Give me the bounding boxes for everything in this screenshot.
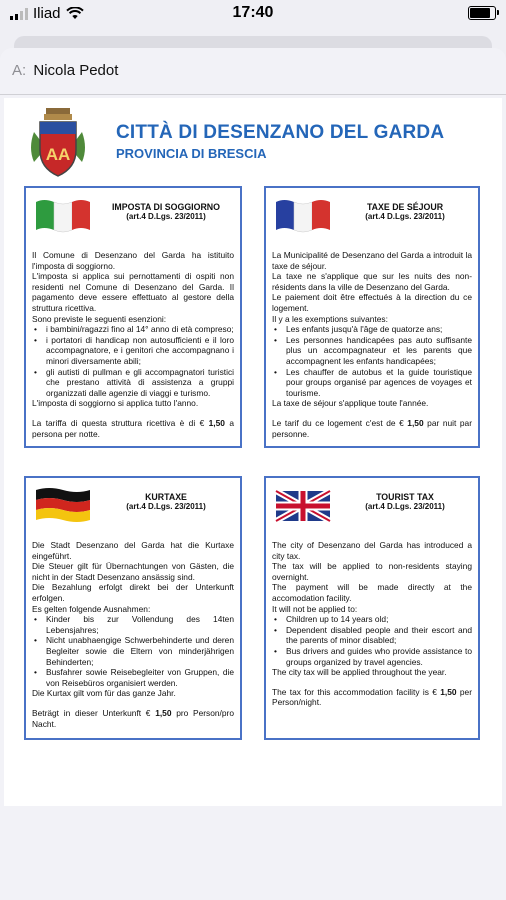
- italy-flag-icon: [34, 196, 92, 234]
- paragraph: The tax will be applied to non-residents staying overnight.: [272, 561, 472, 582]
- box-body: [32, 540, 234, 729]
- tariff-line: [32, 418, 234, 439]
- svg-text:AA: AA: [45, 145, 71, 164]
- box-body: [272, 540, 472, 708]
- to-label: A:: [12, 62, 27, 79]
- box-tourist-tax: [264, 476, 480, 740]
- divider: [0, 94, 506, 95]
- paragraph: Die Bezahlung erfolgt direkt bei der Unterkunft erfolgen.: [32, 582, 234, 603]
- tariff-value: 1,50: [407, 417, 424, 428]
- paragraph: La taxe de séjour s'applique toute l'année.: [272, 398, 429, 409]
- paragraph: Es gelten folgende Ausnahmen:: [32, 603, 151, 614]
- battery-icon: [468, 6, 496, 20]
- list-item: • i portatori di handicap non autosufficienti e il loro accompagnatore, e i genitori che accompagnano i minori diversamente abili;: [46, 335, 234, 367]
- box-title: IMPOSTA DI SOGGIORNO: [111, 202, 220, 212]
- list-item: • Les enfants jusqu'à l'âge de quatorze ans;: [286, 324, 472, 335]
- germany-flag-icon: [34, 486, 92, 524]
- box-title: KURTAXE: [145, 492, 187, 502]
- exemption-list: [272, 614, 472, 667]
- paragraph: L'imposta di soggiorno si applica tutto l'anno.: [32, 398, 199, 409]
- tariff-text: Le tarif du ce logement c'est de €: [272, 417, 408, 428]
- list-item: • Bus drivers and guides who provide assistance to groups organized by travel agencies.: [286, 646, 472, 667]
- tariff-text: Beträgt in dieser Unterkunft €: [32, 707, 156, 718]
- tariff-value: 1,50: [208, 417, 225, 428]
- list-item: • gli autisti di pullman e gli accompagnatori turistici che prestano attività di assistenza a gruppi organizzati dalle agenzie di viaggi e turismo.: [46, 367, 234, 399]
- list-item: • Busfahrer sowie Reisebegleiter von Gruppen, die von Reisebüros organisiert werden.: [46, 667, 234, 688]
- paragraph: La Municipalité de Desenzano del Garda a introduit la taxe de séjour.: [272, 250, 472, 271]
- paragraph: The payment will be made directly at the accomodation facility.: [272, 582, 472, 603]
- box-imposta-di-soggiorno: [24, 186, 242, 448]
- box-title: TOURIST TAX: [376, 492, 434, 502]
- box-law: (art.4 D.Lgs. 23/2011): [126, 212, 206, 221]
- tariff-line: [272, 418, 472, 439]
- list-item: • Dependent disabled people and their escort and the parents of minor disabled;: [286, 625, 472, 646]
- paragraph: Il y a les exemptions suivantes:: [272, 313, 388, 324]
- clock: 17:40: [232, 4, 274, 21]
- box-kurtaxe: [24, 476, 242, 740]
- exemption-list: [32, 614, 234, 688]
- province-subtitle: PROVINCIA DI BRESCIA: [116, 146, 267, 161]
- box-law: (art.4 D.Lgs. 23/2011): [365, 502, 445, 511]
- tariff-suffix: a persona per notte.: [32, 417, 234, 439]
- recipient-name[interactable]: Nicola Pedot: [33, 62, 119, 79]
- paragraph: Il Comune di Desenzano del Garda ha istituito l'imposta di soggiorno.: [32, 250, 234, 271]
- list-item: • Kinder bis zur Vollendung des 14ten Lebensjahres;: [46, 614, 234, 635]
- list-item: • Children up to 14 years old;: [286, 614, 472, 625]
- tariff-value: 1,50: [155, 707, 172, 718]
- box-body: [272, 250, 472, 439]
- tariff-suffix: per Person/night.: [272, 686, 472, 708]
- paragraph: Die Kurtax gilt vom für das ganze Jahr.: [32, 688, 176, 699]
- tariff-value: 1,50: [440, 686, 457, 697]
- paragraph: La taxe ne s'applique que sur les nuits des non-résidents dans la ville de Desenzano del Garda.: [272, 271, 472, 292]
- tariff-line: [272, 687, 472, 708]
- france-flag-icon: [274, 196, 332, 234]
- paragraph: It will not be applied to:: [272, 603, 358, 614]
- compose-sheet: [0, 48, 506, 900]
- paragraph: Sono previste le seguenti esenzioni:: [32, 313, 167, 324]
- tariff-line: [32, 708, 234, 729]
- box-taxe-de-sejour: [264, 186, 480, 448]
- city-title: CITTÀ DI DESENZANO DEL GARDA: [116, 122, 445, 143]
- list-item: • Les personnes handicapées pas auto suffisante plus un accompagnateur et les parents que accompagnent les enfants handicapées;: [286, 335, 472, 367]
- tariff-text: La tariffa di questa struttura ricettiva è di €: [32, 417, 209, 428]
- paragraph: Die Steuer gilt für Übernachtungen von Gästen, die nicht in der Stadt Desenzano ansässig sind.: [32, 561, 234, 582]
- to-field[interactable]: [12, 62, 118, 79]
- exemption-list: [272, 324, 472, 398]
- box-law: (art.4 D.Lgs. 23/2011): [365, 212, 445, 221]
- paragraph: L'imposta si applica sui pernottamenti di ospiti non residenti nel Comune di Desenzano del Garda. Il pagamento deve essere effettuato al gestore della struttura ricettiva.: [32, 271, 234, 313]
- paragraph: Le paiement doit être effectués à la direction du ce logement.: [272, 292, 472, 313]
- box-body: [32, 250, 234, 439]
- tariff-text: The tax for this accommodation facility is €: [272, 686, 441, 697]
- tariff-suffix: par nuit par personne.: [272, 417, 472, 439]
- paragraph: The city of Desenzano del Garda has introduced a city tax.: [272, 540, 472, 561]
- status-bar: [0, 0, 506, 28]
- box-title: TAXE DE SÉJOUR: [366, 202, 444, 212]
- paragraph: Die Stadt Desenzano del Garda hat die Kurtaxe eingeführt.: [32, 540, 234, 561]
- paragraph: The city tax will be applied throughout the year.: [272, 667, 447, 678]
- attached-document: [4, 98, 502, 806]
- box-law: (art.4 D.Lgs. 23/2011): [126, 502, 206, 511]
- list-item: • Nicht unabhaengige Schwerbehinderte und deren Begleiter sowie die Eltern von minderjährigen Behinderten;: [46, 635, 234, 667]
- list-item: • Les chauffer de autobus et la guide touristique pour groups organisé par agences de voyages et tourisme.: [286, 367, 472, 399]
- exemption-list: [32, 324, 234, 398]
- tariff-suffix: pro Person/pro Nacht.: [32, 707, 234, 729]
- carrier-name: Iliad: [33, 5, 61, 22]
- uk-flag-icon: [274, 486, 332, 524]
- list-item: • i bambini/ragazzi fino al 14° anno di età compreso;: [46, 324, 234, 335]
- city-crest-icon: [26, 108, 90, 180]
